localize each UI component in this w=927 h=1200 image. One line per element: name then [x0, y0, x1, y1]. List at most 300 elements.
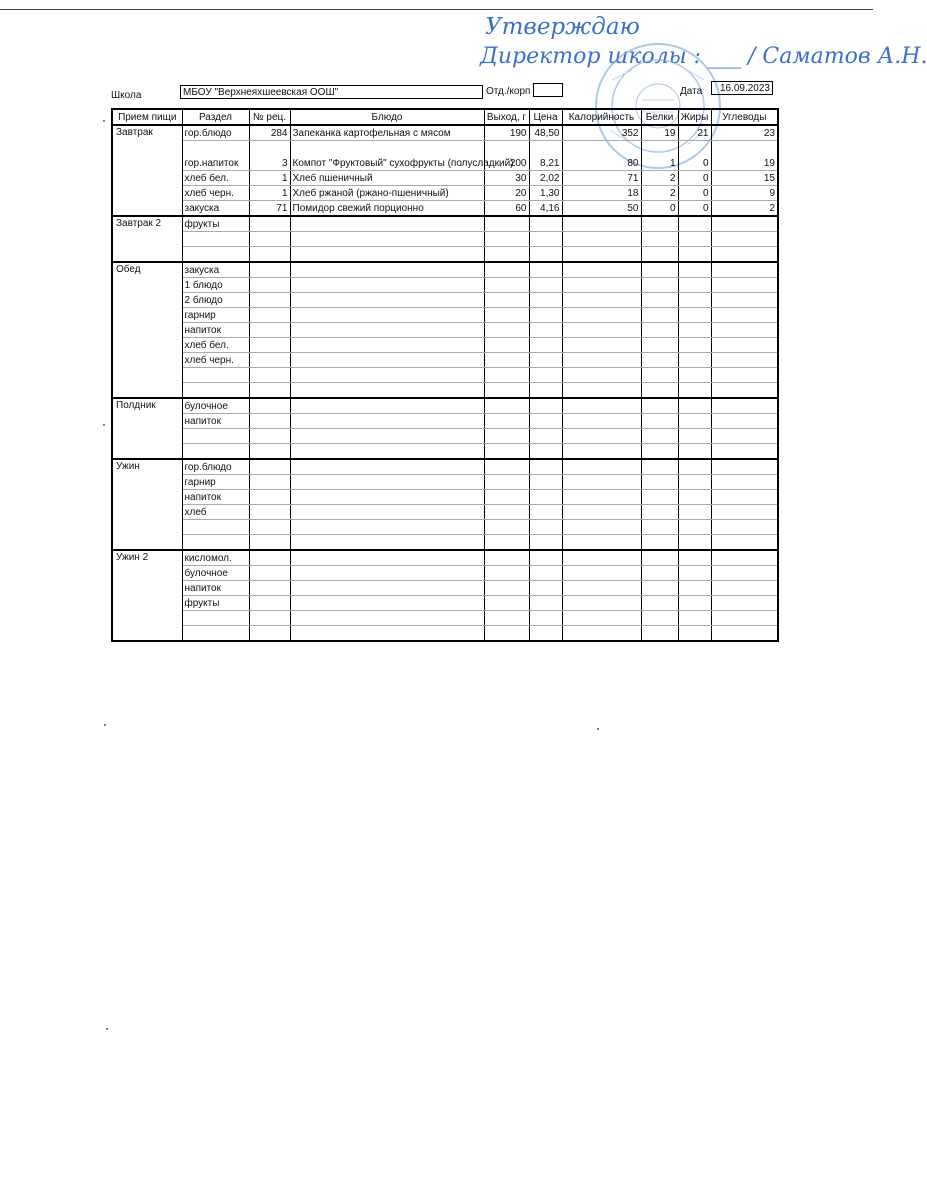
empty-cell — [678, 459, 711, 475]
empty-cell — [711, 550, 778, 566]
empty-cell — [641, 505, 678, 520]
empty-cell — [562, 353, 641, 368]
empty-cell — [678, 398, 711, 414]
output-cell: 20 — [484, 186, 529, 201]
empty-cell — [484, 414, 529, 429]
meal-name: Обед — [112, 262, 182, 398]
empty-cell — [711, 353, 778, 368]
approval-word: Утверждаю — [485, 14, 640, 40]
empty-cell — [290, 232, 484, 247]
empty-cell — [484, 611, 529, 626]
empty-cell — [711, 429, 778, 444]
table-row — [112, 626, 778, 642]
empty-cell — [484, 535, 529, 551]
date-label: Дата — [680, 86, 703, 97]
empty-cell — [678, 293, 711, 308]
empty-cell — [529, 323, 562, 338]
empty-cell — [529, 383, 562, 399]
empty-cell — [529, 368, 562, 383]
section-cell — [182, 232, 249, 247]
scan-speck — [104, 724, 106, 726]
empty-cell — [290, 611, 484, 626]
empty-cell — [529, 459, 562, 475]
empty-cell — [484, 232, 529, 247]
empty-cell — [249, 490, 290, 505]
col-section: Раздел — [182, 109, 249, 125]
empty-cell — [641, 262, 678, 278]
empty-cell — [484, 278, 529, 293]
empty-cell — [711, 262, 778, 278]
director-signature-line: Директор школы : ___ / Саматов А.Н. — [480, 44, 927, 69]
empty-cell — [641, 596, 678, 611]
empty-cell — [641, 429, 678, 444]
empty-cell — [711, 414, 778, 429]
empty-cell — [678, 550, 711, 566]
empty-cell — [484, 262, 529, 278]
empty-cell — [290, 520, 484, 535]
empty-cell — [484, 353, 529, 368]
section-cell — [182, 520, 249, 535]
empty-cell — [711, 444, 778, 460]
empty-cell — [711, 216, 778, 232]
section-cell: гарнир — [182, 475, 249, 490]
empty-cell — [529, 353, 562, 368]
table-row — [112, 201, 778, 217]
recipe-cell: 71 — [249, 201, 290, 217]
empty-cell — [290, 278, 484, 293]
table-row — [112, 323, 778, 338]
fat-cell: 0 — [678, 171, 711, 186]
empty-cell — [678, 247, 711, 263]
scan-speck — [597, 728, 599, 730]
empty-cell — [484, 293, 529, 308]
empty-cell — [562, 323, 641, 338]
kcal-cell: 18 — [562, 186, 641, 201]
col-protein: Белки — [641, 109, 678, 125]
dish-cell: Хлеб пшеничный — [290, 171, 484, 186]
table-row — [112, 535, 778, 551]
dish-cell: Запеканка картофельная с мясом — [290, 125, 484, 141]
empty-cell — [290, 475, 484, 490]
empty-cell — [641, 626, 678, 642]
empty-cell — [641, 475, 678, 490]
empty-cell — [529, 293, 562, 308]
empty-cell — [711, 247, 778, 263]
section-cell: хлеб — [182, 505, 249, 520]
empty-cell — [249, 596, 290, 611]
meal-name: Полдник — [112, 398, 182, 459]
output-cell: 60 — [484, 201, 529, 217]
section-cell: кисломол. — [182, 550, 249, 566]
section-cell: 2 блюдо — [182, 293, 249, 308]
empty-cell — [529, 414, 562, 429]
empty-cell — [484, 368, 529, 383]
table-row — [112, 293, 778, 308]
carbs-cell: 15 — [711, 171, 778, 186]
empty-cell — [678, 490, 711, 505]
empty-cell — [249, 459, 290, 475]
meal-name: Завтрак 2 — [112, 216, 182, 262]
table-row — [112, 490, 778, 505]
empty-cell — [641, 293, 678, 308]
section-cell — [182, 368, 249, 383]
empty-cell — [249, 505, 290, 520]
empty-cell — [641, 444, 678, 460]
section-cell: хлеб черн. — [182, 353, 249, 368]
empty-cell — [678, 505, 711, 520]
empty-cell — [711, 490, 778, 505]
empty-cell — [562, 308, 641, 323]
table-row — [112, 550, 778, 566]
empty-cell — [529, 247, 562, 263]
dept-field — [533, 83, 563, 97]
empty-cell — [678, 323, 711, 338]
empty-cell — [484, 459, 529, 475]
empty-cell — [484, 338, 529, 353]
empty-cell — [641, 338, 678, 353]
empty-cell — [290, 626, 484, 642]
empty-cell — [711, 383, 778, 399]
empty-cell — [678, 520, 711, 535]
empty-cell — [290, 262, 484, 278]
empty-cell — [711, 232, 778, 247]
empty-cell — [562, 626, 641, 642]
empty-cell — [641, 535, 678, 551]
empty-cell — [562, 596, 641, 611]
empty-cell — [562, 535, 641, 551]
section-cell: гор.блюдо — [182, 459, 249, 475]
protein-cell: 19 — [641, 125, 678, 141]
empty-cell — [678, 581, 711, 596]
empty-cell — [249, 520, 290, 535]
empty-cell — [529, 308, 562, 323]
table-row — [112, 125, 778, 141]
empty-cell — [562, 520, 641, 535]
fat-cell: 0 — [678, 141, 711, 171]
empty-cell — [678, 429, 711, 444]
empty-cell — [249, 353, 290, 368]
empty-cell — [249, 262, 290, 278]
empty-cell — [562, 444, 641, 460]
empty-cell — [562, 247, 641, 263]
empty-cell — [562, 550, 641, 566]
empty-cell — [249, 566, 290, 581]
protein-cell: 1 — [641, 141, 678, 171]
empty-cell — [529, 505, 562, 520]
empty-cell — [711, 535, 778, 551]
table-row — [112, 186, 778, 201]
empty-cell — [249, 581, 290, 596]
table-row — [112, 338, 778, 353]
meal-name: Ужин 2 — [112, 550, 182, 641]
empty-cell — [641, 490, 678, 505]
kcal-cell: 80 — [562, 141, 641, 171]
empty-cell — [678, 611, 711, 626]
section-cell: булочное — [182, 398, 249, 414]
date-field: 16.09.2023 — [711, 81, 773, 95]
table-row — [112, 141, 778, 171]
empty-cell — [641, 581, 678, 596]
empty-cell — [678, 444, 711, 460]
empty-cell — [562, 490, 641, 505]
carbs-cell: 23 — [711, 125, 778, 141]
empty-cell — [529, 520, 562, 535]
empty-cell — [290, 216, 484, 232]
empty-cell — [249, 232, 290, 247]
empty-cell — [711, 308, 778, 323]
empty-cell — [641, 247, 678, 263]
empty-cell — [290, 308, 484, 323]
empty-cell — [641, 323, 678, 338]
empty-cell — [711, 398, 778, 414]
price-cell: 2,02 — [529, 171, 562, 186]
empty-cell — [484, 490, 529, 505]
empty-cell — [711, 278, 778, 293]
section-cell: хлеб бел. — [182, 171, 249, 186]
empty-cell — [484, 566, 529, 581]
empty-cell — [484, 247, 529, 263]
page-top-border — [0, 9, 873, 10]
empty-cell — [641, 308, 678, 323]
table-row — [112, 232, 778, 247]
empty-cell — [290, 550, 484, 566]
table-row — [112, 353, 778, 368]
scan-speck — [106, 1028, 108, 1030]
empty-cell — [711, 520, 778, 535]
meal-name: Ужин — [112, 459, 182, 550]
table-row — [112, 596, 778, 611]
recipe-cell: 3 — [249, 141, 290, 171]
empty-cell — [290, 293, 484, 308]
empty-cell — [290, 353, 484, 368]
empty-cell — [562, 398, 641, 414]
section-cell: хлеб бел. — [182, 338, 249, 353]
carbs-cell: 19 — [711, 141, 778, 171]
empty-cell — [641, 414, 678, 429]
empty-cell — [484, 475, 529, 490]
empty-cell — [529, 475, 562, 490]
empty-cell — [249, 383, 290, 399]
empty-cell — [678, 383, 711, 399]
empty-cell — [678, 353, 711, 368]
empty-cell — [529, 444, 562, 460]
empty-cell — [290, 414, 484, 429]
table-row — [112, 262, 778, 278]
empty-cell — [711, 626, 778, 642]
fat-cell: 0 — [678, 201, 711, 217]
empty-cell — [290, 566, 484, 581]
section-cell: напиток — [182, 490, 249, 505]
empty-cell — [678, 535, 711, 551]
empty-cell — [562, 459, 641, 475]
table-row — [112, 581, 778, 596]
empty-cell — [529, 490, 562, 505]
protein-cell: 2 — [641, 186, 678, 201]
recipe-cell: 284 — [249, 125, 290, 141]
col-meal: Прием пищи — [112, 109, 182, 125]
scan-speck — [103, 120, 105, 122]
table-row — [112, 475, 778, 490]
kcal-cell: 50 — [562, 201, 641, 217]
empty-cell — [562, 581, 641, 596]
empty-cell — [249, 293, 290, 308]
table-row — [112, 368, 778, 383]
dish-cell: Хлеб ржаной (ржано-пшеничный) — [290, 186, 484, 201]
empty-cell — [678, 475, 711, 490]
empty-cell — [290, 596, 484, 611]
recipe-cell: 1 — [249, 171, 290, 186]
table-row — [112, 566, 778, 581]
empty-cell — [562, 293, 641, 308]
empty-cell — [290, 247, 484, 263]
section-cell: закуска — [182, 201, 249, 217]
fat-cell: 0 — [678, 186, 711, 201]
empty-cell — [249, 535, 290, 551]
empty-cell — [529, 338, 562, 353]
empty-cell — [529, 581, 562, 596]
empty-cell — [711, 323, 778, 338]
empty-cell — [290, 398, 484, 414]
empty-cell — [711, 596, 778, 611]
empty-cell — [484, 626, 529, 642]
empty-cell — [711, 581, 778, 596]
empty-cell — [484, 505, 529, 520]
empty-cell — [249, 247, 290, 263]
price-cell: 1,30 — [529, 186, 562, 201]
empty-cell — [562, 414, 641, 429]
empty-cell — [562, 368, 641, 383]
scan-speck — [103, 424, 105, 426]
empty-cell — [678, 278, 711, 293]
empty-cell — [678, 308, 711, 323]
empty-cell — [249, 308, 290, 323]
table-row — [112, 278, 778, 293]
meal-name: Завтрак — [112, 125, 182, 216]
empty-cell — [678, 232, 711, 247]
empty-cell — [678, 368, 711, 383]
empty-cell — [484, 323, 529, 338]
menu-table-wrap — [111, 108, 777, 657]
empty-cell — [711, 368, 778, 383]
empty-cell — [529, 535, 562, 551]
empty-cell — [678, 414, 711, 429]
section-cell: гарнир — [182, 308, 249, 323]
fat-cell: 21 — [678, 125, 711, 141]
empty-cell — [249, 338, 290, 353]
col-kcal: Калорийность — [562, 109, 641, 125]
section-cell: гор.напиток — [182, 141, 249, 171]
empty-cell — [290, 459, 484, 475]
empty-cell — [249, 368, 290, 383]
section-cell: напиток — [182, 414, 249, 429]
empty-cell — [529, 398, 562, 414]
table-header-row — [112, 109, 778, 125]
empty-cell — [562, 338, 641, 353]
school-label: Школа — [111, 90, 142, 101]
empty-cell — [529, 611, 562, 626]
empty-cell — [711, 293, 778, 308]
empty-cell — [249, 550, 290, 566]
empty-cell — [562, 611, 641, 626]
empty-cell — [641, 383, 678, 399]
carbs-cell: 2 — [711, 201, 778, 217]
section-cell: закуска — [182, 262, 249, 278]
table-row — [112, 216, 778, 232]
section-cell — [182, 535, 249, 551]
empty-cell — [641, 459, 678, 475]
section-cell: хлеб черн. — [182, 186, 249, 201]
empty-cell — [529, 278, 562, 293]
empty-cell — [678, 566, 711, 581]
empty-cell — [249, 475, 290, 490]
empty-cell — [290, 490, 484, 505]
table-row — [112, 247, 778, 263]
empty-cell — [484, 444, 529, 460]
empty-cell — [678, 216, 711, 232]
empty-cell — [249, 414, 290, 429]
empty-cell — [529, 626, 562, 642]
empty-cell — [678, 626, 711, 642]
empty-cell — [562, 505, 641, 520]
empty-cell — [249, 278, 290, 293]
table-row — [112, 414, 778, 429]
empty-cell — [641, 368, 678, 383]
table-row — [112, 520, 778, 535]
output-cell: 190 — [484, 125, 529, 141]
section-cell — [182, 383, 249, 399]
empty-cell — [484, 429, 529, 444]
empty-cell — [641, 398, 678, 414]
empty-cell — [290, 581, 484, 596]
kcal-cell: 71 — [562, 171, 641, 186]
empty-cell — [529, 596, 562, 611]
empty-cell — [641, 520, 678, 535]
empty-cell — [641, 216, 678, 232]
section-cell: 1 блюдо — [182, 278, 249, 293]
empty-cell — [529, 550, 562, 566]
section-cell: напиток — [182, 323, 249, 338]
empty-cell — [641, 278, 678, 293]
empty-cell — [290, 368, 484, 383]
empty-cell — [711, 338, 778, 353]
section-cell — [182, 626, 249, 642]
price-cell: 48,50 — [529, 125, 562, 141]
table-row — [112, 171, 778, 186]
empty-cell — [484, 308, 529, 323]
empty-cell — [641, 611, 678, 626]
dish-cell: Помидор свежий порционно — [290, 201, 484, 217]
empty-cell — [249, 429, 290, 444]
kcal-cell: 352 — [562, 125, 641, 141]
table-row — [112, 429, 778, 444]
empty-cell — [290, 505, 484, 520]
empty-cell — [529, 232, 562, 247]
table-row — [112, 383, 778, 399]
empty-cell — [711, 505, 778, 520]
section-cell: фрукты — [182, 216, 249, 232]
col-price: Цена — [529, 109, 562, 125]
empty-cell — [484, 596, 529, 611]
table-row — [112, 444, 778, 460]
empty-cell — [562, 475, 641, 490]
section-cell — [182, 611, 249, 626]
table-row — [112, 398, 778, 414]
empty-cell — [484, 581, 529, 596]
table-row — [112, 459, 778, 475]
table-row — [112, 308, 778, 323]
empty-cell — [641, 550, 678, 566]
empty-cell — [678, 338, 711, 353]
